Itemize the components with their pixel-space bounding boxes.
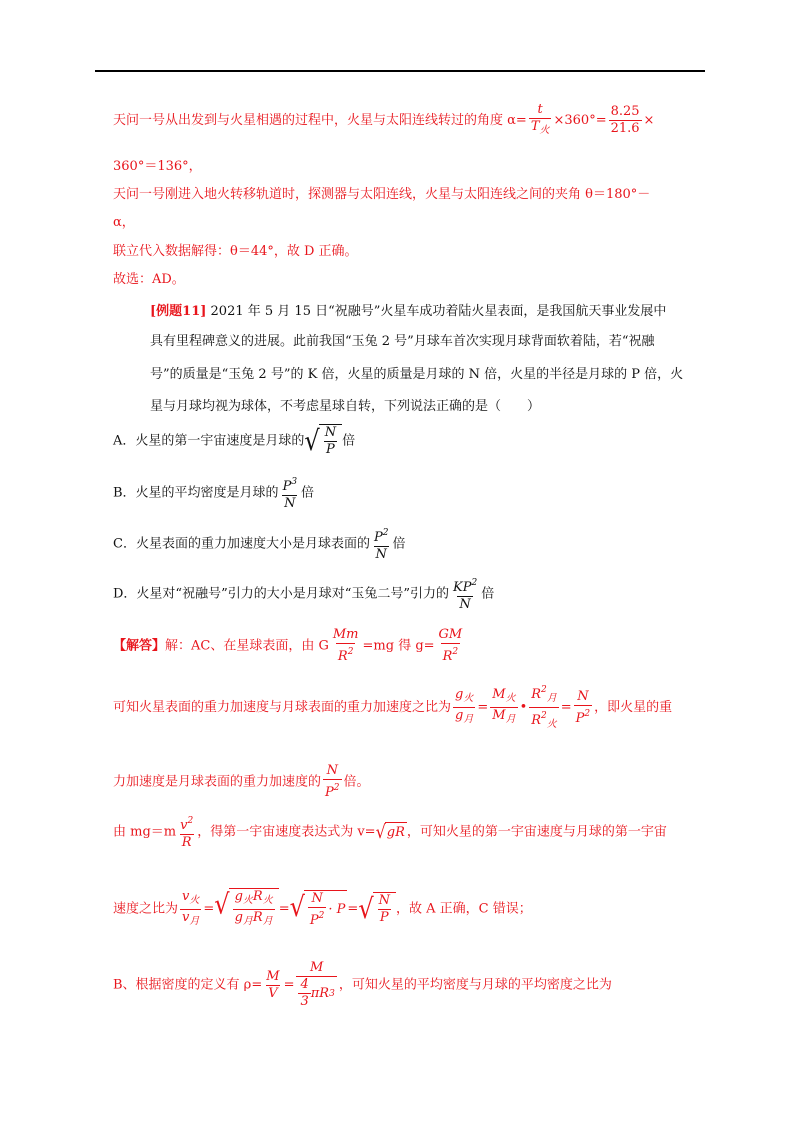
fraction-denominator: g: [455, 708, 464, 723]
answer-line-4-tail: ，可知火星的第一宇宙速度与月球的第一宇宙: [406, 824, 667, 840]
prev-solution-line-6: 故选：AD。: [113, 272, 185, 287]
option-b: [113, 474, 314, 512]
equals-sign: =: [283, 977, 295, 993]
answer-line-4-text: 由 mg＝m: [113, 824, 177, 840]
fraction-denominator: v: [182, 909, 190, 925]
answer-line-2-text: 可知火星表面的重力加速度与月球表面的重力加速度之比为: [113, 700, 452, 715]
fraction-denominator: M: [492, 708, 506, 723]
fraction-numerator: KP: [453, 580, 472, 595]
superscript: 2: [584, 708, 591, 719]
fraction-numerator: P: [282, 479, 292, 494]
fraction-t-over-T: [529, 102, 552, 139]
question-line-2: 具有里程碑意义的进展。此前我国“玉兔 2 号”月球车首次实现月球背面软着陆，若“祝融: [150, 334, 655, 349]
answer-line-2-tail: ，即火星的重: [594, 700, 673, 715]
fraction-numerator: P: [373, 530, 383, 545]
sqrt-n-over-p2-times-p: √ $\frac{N}{P^2}$ · P: [289, 890, 346, 928]
subscript: 火: [189, 894, 200, 906]
prev-solution-line-4: α，: [113, 215, 135, 230]
fraction-g-ratio: [453, 687, 475, 728]
fraction-r-ratio: [529, 682, 559, 733]
option-d-tail: 倍: [481, 586, 495, 602]
answer-line-6-text: B、根据密度的定义有 ρ: [113, 977, 252, 993]
subscript: 月: [546, 693, 557, 704]
answer-line-1-text: 解：AC、在星球表面，由 G: [165, 638, 329, 654]
question-line-1: [150, 300, 666, 319]
example-tag: [例题11]: [150, 304, 207, 319]
pi-r: πR: [310, 985, 330, 1001]
fraction-numerator-2: R: [252, 889, 263, 904]
option-c-tail: 倍: [392, 536, 406, 552]
fraction-denominator: P: [309, 912, 319, 928]
fraction-denominator: 21.6: [610, 121, 640, 136]
prev-line-1-mid: ×360°=: [553, 113, 607, 128]
fraction-numerator: R: [531, 687, 542, 702]
answer-line-4-mid: ，得第一宇宙速度表达式为 v=: [197, 824, 376, 840]
answer-line-5-text: 速度之比为: [113, 901, 179, 917]
option-b-label: B．火星的平均密度是月球的: [113, 485, 279, 501]
sqrt-n-over-p: √ $\frac{N}{P}$: [358, 892, 396, 926]
fraction-denominator: P: [575, 710, 585, 726]
subscript: 火: [463, 693, 474, 704]
option-b-tail: 倍: [301, 485, 315, 501]
option-d: [113, 575, 494, 613]
subscript: 火: [539, 125, 550, 136]
option-a-tail: 倍: [342, 433, 356, 449]
fraction-m-over-sphere-volume: M $\frac{4}{3}$ πR 3: [296, 960, 336, 1010]
prev-solution-line-5: 联立代入数据解得：θ＝44°，故 D 正确。: [113, 244, 358, 259]
subscript: 月: [505, 714, 516, 725]
answer-line-1-mid: =mg 得 g=: [362, 638, 435, 654]
fraction-denominator: R: [337, 649, 348, 664]
question-line-4: 星与月球均视为球体，不考虑星球自转，下列说法正确的是（ ）: [150, 399, 541, 414]
question-line-1-text: 2021 年 5 月 15 日“祝融号”火星车成功着陆火星表面，是我国航天事业发展中: [206, 304, 667, 319]
answer-line-6-tail: ，可知火星的平均密度与月球的平均密度之比为: [338, 977, 612, 993]
answer-line-6: [113, 960, 612, 1010]
superscript: 2: [318, 910, 325, 921]
fraction-numerator: M: [309, 960, 324, 975]
fraction-numerator: g: [455, 687, 464, 702]
fraction-denominator: P: [326, 442, 335, 457]
option-d-label: D．火星对“祝融号”引力的大小是月球对“玉兔二号”引力的: [113, 586, 450, 602]
equals-sign: =: [560, 700, 572, 715]
fraction-denominator: R: [531, 713, 542, 728]
answer-tag: 【解答】: [113, 638, 166, 654]
fraction-n-over-p2: [323, 763, 341, 801]
fraction-denominator: V: [268, 985, 278, 1001]
sqrt-gr-ratio: √ $\frac{g_火R_火}{g_月R_月}$: [214, 888, 278, 930]
fraction-numerator: g: [234, 889, 243, 904]
equals-sign: =: [477, 700, 489, 715]
subscript: 火: [262, 895, 273, 906]
sqrt-n-over-p: √ $\frac{N}{P}$: [304, 424, 342, 458]
superscript: 2: [452, 647, 459, 657]
fraction-denominator: P: [379, 910, 389, 925]
fraction-m-over-v: [264, 969, 281, 1002]
subscript: 月: [262, 916, 273, 927]
fraction-n-over-p2: [574, 689, 592, 727]
fraction-denominator: 3: [300, 994, 309, 1009]
prev-solution-line-1: [113, 102, 654, 139]
option-a: [113, 424, 355, 458]
answer-line-4: [113, 813, 667, 851]
answer-line-5-tail: ，故 A 正确，C 错误；: [395, 901, 532, 917]
subscript: 月: [463, 714, 474, 725]
superscript: 2: [541, 711, 547, 721]
superscript: 2: [347, 647, 354, 657]
superscript: 2: [333, 783, 340, 793]
fraction-numerator: N: [324, 425, 337, 440]
prev-line-1-text: 天问一号从出发到与火星相遇的过程中，火星与太阳连线转过的角度 α=: [113, 113, 527, 128]
fraction-numerator: t: [537, 102, 543, 117]
superscript: 2: [471, 578, 478, 588]
answer-line-3: [113, 763, 370, 801]
fraction-denominator: R: [442, 649, 453, 664]
fraction-numerator: 8.25: [610, 104, 640, 119]
fraction-kp2-over-n: [451, 575, 479, 613]
fraction-numerator: N: [378, 893, 390, 908]
fraction-v2-over-r: [178, 813, 195, 851]
sqrt-body: gR: [385, 822, 407, 842]
superscript: 2: [382, 528, 389, 538]
option-c-label: C．火星表面的重力加速度大小是月球表面的: [113, 536, 370, 552]
answer-line-3-tail: 倍。: [343, 774, 370, 790]
fraction-numerator: M: [492, 687, 506, 702]
subscript: 火: [505, 693, 516, 704]
fraction-numerator: M: [266, 968, 280, 984]
superscript: 3: [291, 477, 298, 487]
fraction-numerator: v: [182, 888, 190, 904]
equals-sign: =: [251, 977, 263, 993]
superscript: 2: [541, 685, 547, 695]
fraction-numerator: Mm: [332, 627, 359, 642]
fraction-denominator: g: [234, 910, 243, 925]
fraction-8-25-over-21-6: [609, 104, 642, 137]
subscript: 月: [189, 915, 200, 927]
subscript: 月: [242, 916, 253, 927]
fraction-denominator: P: [325, 785, 334, 800]
prev-solution-line-2: 360°＝136°，: [113, 159, 202, 174]
fraction-numerator: GM: [438, 627, 463, 642]
superscript: 2: [187, 816, 194, 826]
subscript: 火: [546, 719, 557, 730]
fraction-gm-over-r2: [437, 627, 465, 665]
fraction-denominator: N: [459, 597, 471, 612]
dot-operator: •: [519, 700, 528, 715]
fraction-numerator: N: [311, 890, 323, 906]
prev-solution-line-3: 天问一号刚进入地火转移轨道时，探测器与太阳连线，火星与太阳连线之间的夹角 θ＝180°－: [113, 187, 651, 202]
answer-line-2: [113, 682, 672, 733]
equals-sign: =: [347, 901, 359, 917]
option-c: [113, 525, 405, 563]
fraction-v-ratio: [180, 889, 201, 930]
fraction-numerator: N: [577, 688, 589, 704]
question-line-3: 号”的质量是“玉兔 2 号”的 K 倍，火星的质量是月球的 N 倍，火星的半径是月球的 P 倍，火: [150, 367, 684, 382]
fraction-mm-over-r2: [331, 627, 361, 665]
answer-line-1: [113, 627, 466, 665]
option-a-label: A．火星的第一宇宙速度是月球的: [113, 433, 305, 449]
times-p: · P: [328, 902, 346, 917]
subscript: 火: [242, 895, 253, 906]
equals-sign: =: [203, 901, 215, 917]
fraction-denominator-2: R: [252, 910, 263, 925]
fraction-denominator: N: [284, 496, 296, 511]
fraction-p2-over-n: [372, 525, 390, 563]
fraction-numerator: 4: [300, 977, 309, 992]
answer-line-3-text: 力加速度是月球表面的重力加速度的: [113, 774, 322, 790]
prev-line-1-end: ×: [643, 113, 655, 128]
fraction-numerator: N: [326, 763, 338, 778]
fraction-denominator: N: [375, 547, 387, 562]
header-rule: [95, 70, 705, 72]
fraction-numerator: v: [180, 818, 188, 833]
answer-line-5: [113, 888, 532, 930]
fraction-denominator: R: [181, 835, 192, 850]
fraction-m-ratio: [490, 687, 517, 728]
fraction-denominator: T: [530, 119, 540, 134]
equals-sign: =: [278, 901, 290, 917]
fraction-p3-over-n: [281, 474, 299, 512]
sqrt-gr: √ gR: [375, 820, 405, 843]
